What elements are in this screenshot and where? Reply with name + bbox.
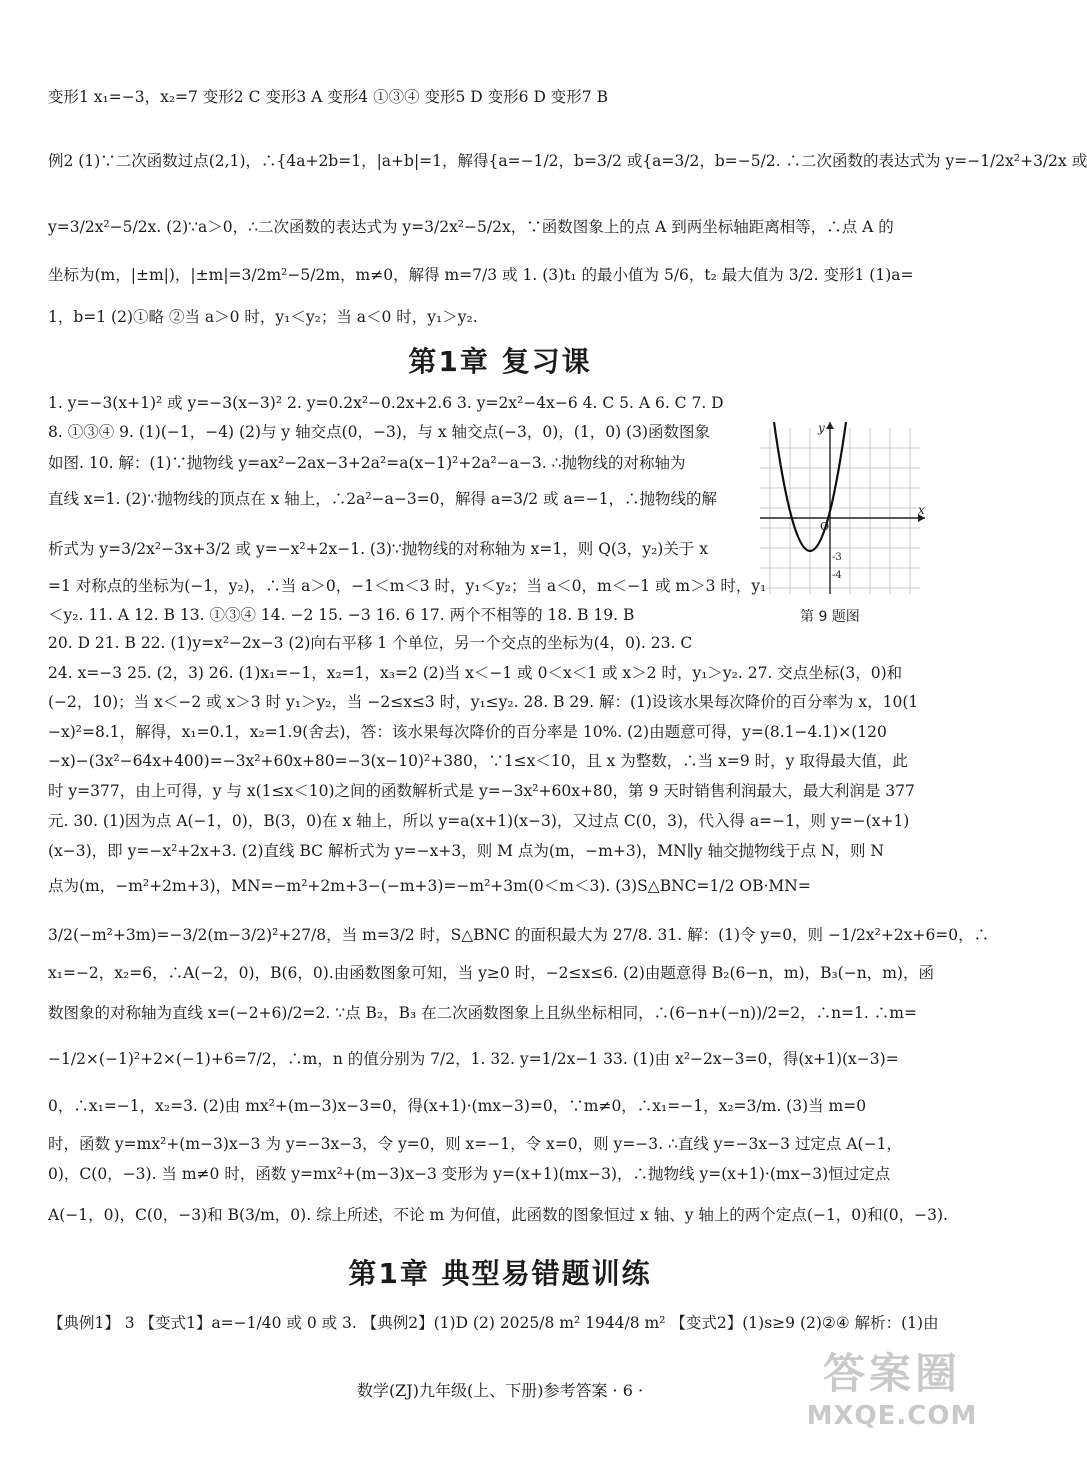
origin-label: O (820, 520, 830, 533)
tick-label: -4 (832, 570, 842, 581)
answer-line: 析式为 y=3/2x²−3x+3/2 或 y=−x²+2x−1. (3)∵抛物线的对称轴为 x=1，则 Q(3，y₂)关于 x (48, 540, 708, 558)
answer-line: (x−3)，即 y=−x²+2x+3. (2)直线 BC 解析式为 y=−x+3，则 M 点为(m，−m+3)，MN∥y 轴交抛物线于点 N，则 N (48, 842, 884, 860)
answer-line: x₁=−2，x₂=6，∴A(−2，0)，B(6，0).由函数图象可知，当 y≥0 时，−2≤x≤6. (2)由题意得 B₂(6−n，m)，B₃(−n，m)，函 (48, 964, 934, 982)
watermark-url: MXQE.COM (806, 1401, 978, 1431)
answer-line: 时 y=377，由上可得，y 与 x(1≤x＜10)之间的函数解析式是 y=−3x²+60x+80，第 9 天时销售利润最大，最大利润是 377 (48, 782, 915, 800)
answer-line: 0)，C(0，−3). 当 m≠0 时，函数 y=mx²+(m−3)x−3 变形为 y=(x+1)(mx−3)，∴抛物线 y=(x+1)·(mx−3)恒过定点 (48, 1165, 891, 1183)
answer-line: 【典例1】 3 【变式1】a=−1/40 或 0 或 3. 【典例2】(1)D (2) 2025/8 m² 1944/8 m² 【变式2】(1)s≥9 (2)②④ 解析：(1)由 (48, 1314, 939, 1332)
parabola-figure (760, 418, 930, 596)
answer-line: =1 对称点的坐标为(−1，y₂)，∴当 a＞0，−1＜m＜3 时，y₁＜y₂；当 a＜0，m＜−1 或 m＞3 时，y₁ (48, 577, 767, 595)
answer-line: 24. x=−3 25. (2，3) 26. (1)x₁=−1，x₂=1，x₃=2 (2)当 x＜−1 或 0＜x＜1 或 x＞2 时，y₁＞y₂. 27. 交点坐标(3，0)和 (48, 664, 903, 682)
answer-line: 20. D 21. B 22. (1)y=x²−2x−3 (2)向右平移 1 个单位，另一个交点的坐标为(4，0). 23. C (48, 634, 693, 652)
answer-line: 变形1 x₁=−3，x₂=7 变形2 C 变形3 A 变形4 ①③④ 变形5 D 变形6 D 变形7 B (48, 88, 608, 106)
y-axis-arrow (826, 422, 834, 429)
answer-line: ＜y₂. 11. A 12. B 13. ①③④ 14. −2 15. −3 16. 6 17. 两个不相等的 18. B 19. B (48, 606, 635, 624)
answer-line: −x)²=8.1，解得，x₁=0.1，x₂=1.9(舍去)，答：该水果每次降价的百分率是 10%. (2)由题意可得，y=(8.1−4.1)×(120 (48, 723, 887, 741)
section-heading-errors: 第1章 典型易错题训练 (348, 1257, 652, 1290)
answer-line: 例2 (1)∵二次函数过点(2,1)，∴{4a+2b=1，|a+b|=1，解得{a=−1/2，b=3/2 或{a=3/2，b=−5/2. ∴二次函数的表达式为 y=−1/2x²+3/2x 或 (48, 152, 1087, 170)
answer-line: 直线 x=1. (2)∵抛物线的顶点在 x 轴上，∴2a²−a−3=0，解得 a=3/2 或 a=−1，∴抛物线的解 (48, 490, 718, 508)
answer-line: 坐标为(m，|±m|)，|±m|=3/2m²−5/2m，m≠0，解得 m=7/3 或 1. (3)t₁ 的最小值为 5/6，t₂ 最大值为 3/2. 变形1 (1)a= (48, 266, 914, 284)
page-footer: 数学(ZJ)九年级(上、下册)参考答案 · 6 · (356, 1381, 644, 1400)
x-axis-label: x (918, 503, 925, 517)
answer-line: 3/2(−m²+3m)=−3/2(m−3/2)²+27/8，当 m=3/2 时，S△BNC 的面积最大为 27/8. 31. 解：(1)令 y=0，则 −1/2x²+2x+6=0，∴ (48, 926, 990, 944)
answer-line: −x)−(3x²−64x+400)=−3x²+60x+80=−3(x−10)²+380，∵1≤x＜10，且 x 为整数，∴当 x=9 时，y 取得最大值，此 (48, 752, 908, 770)
answer-line: 点为(m，−m²+2m+3)，MN=−m²+2m+3−(−m+3)=−m²+3m(0＜m＜3). (3)S△BNC=1/2 OB·MN= (48, 877, 811, 895)
answer-line: 数图象的对称轴为直线 x=(−2+6)/2=2. ∵点 B₂，B₃ 在二次函数图象上且纵坐标相同，∴(6−n+(−n))/2=2，∴n=1. ∴m= (48, 1004, 917, 1022)
answer-line: y=3/2x²−5/2x. (2)∵a＞0，∴二次函数的表达式为 y=3/2x²−5/2x，∵函数图象上的点 A 到两坐标轴距离相等，∴点 A 的 (48, 218, 894, 236)
y-axis-label: y (818, 421, 825, 435)
answer-line: 1，b=1 (2)①略 ②当 a＞0 时，y₁＜y₂；当 a＜0 时，y₁＞y₂. (48, 308, 478, 326)
answer-line: (−2，10)；当 x＜−2 或 x＞3 时 y₁＞y₂，当 −2≤x≤3 时，y₁≤y₂. 28. B 29. 解：(1)设该水果每次降价的百分率为 x，10(1 (48, 693, 919, 711)
watermark-logo: 答案圈 (822, 1349, 961, 1398)
answer-line: 元. 30. (1)因为点 A(−1，0)，B(3，0)在 x 轴上，所以 y=a(x+1)(x−3)，又过点 C(0，3)，代入得 a=−1，则 y=−(x+1) (48, 812, 910, 830)
section-heading-review: 第1章 复习课 (408, 345, 592, 378)
answer-line: 时，函数 y=mx²+(m−3)x−3 为 y=−3x−3，令 y=0，则 x=−1，令 x=0，则 y=−3. ∴直线 y=−3x−3 过定点 A(−1， (48, 1135, 902, 1153)
answer-line: 1. y=−3(x+1)² 或 y=−3(x−3)² 2. y=0.2x²−0.2x+2.6 3. y=2x²−4x−6 4. C 5. A 6. C 7. D (48, 394, 724, 412)
answer-line: −1/2×(−1)²+2×(−1)+6=7/2，∴m，n 的值分别为 7/2，1. 32. y=1/2x−1 33. (1)由 x²−2x−3=0，得(x+1)(x−3)= (48, 1050, 899, 1068)
watermark (802, 1341, 982, 1461)
answer-line: 0，∴x₁=−1，x₂=3. (2)由 mx²+(m−3)x−3=0，得(x+1)·(mx−3)=0，∵m≠0，∴x₁=−1，x₂=3/m. (3)当 m=0 (48, 1097, 867, 1115)
answer-line: 如图. 10. 解：(1)∵抛物线 y=ax²−2ax−3+2a²=a(x−1)²+2a²−a−3. ∴抛物线的对称轴为 (48, 454, 686, 472)
figure-caption: 第 9 题图 (800, 609, 860, 625)
tick-label: -3 (832, 552, 842, 563)
answer-line: 8. ①③④ 9. (1)(−1，−4) (2)与 y 轴交点(0，−3)，与 x 轴交点(−3，0)，(1，0) (3)函数图象 (48, 423, 711, 441)
answer-line: A(−1，0)，C(0，−3)和 B(3/m，0). 综上所述，不论 m 为何值，此函数的图象恒过 x 轴、y 轴上的两个定点(−1，0)和(0，−3). (48, 1206, 948, 1224)
